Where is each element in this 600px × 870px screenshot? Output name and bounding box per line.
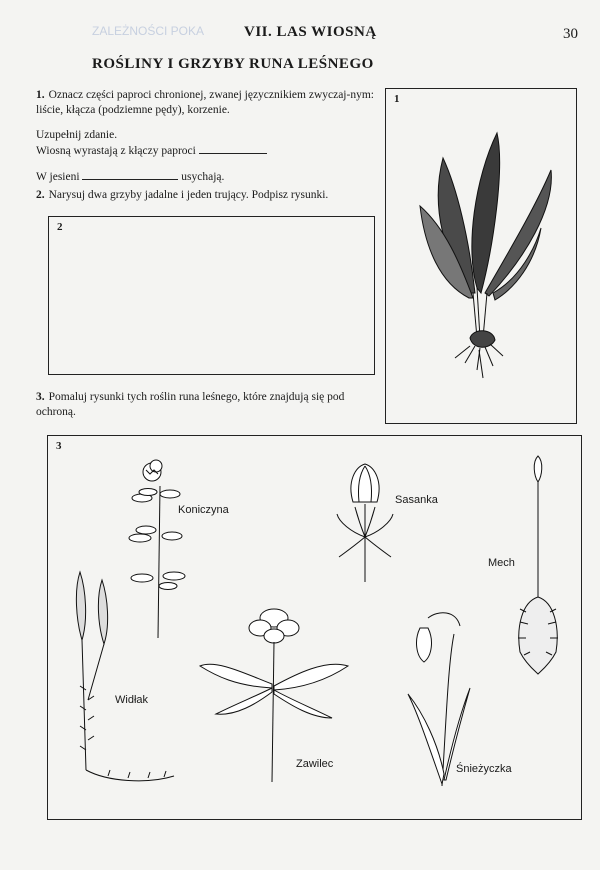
box-3-number: 3 [56,440,62,452]
zawilec-label: Zawilec [296,758,334,770]
task-3-number: 3. [36,391,45,403]
sniezyczka-label: Śnieżyczka [456,763,512,775]
chapter-title: VII. LAS WIOSNĄ [244,24,377,40]
koniczyna-label: Koniczyna [178,504,229,516]
task-2-instruction: Narysuj dwa grzyby jadalne i jeden trujący. Podpisz rysunki. [48,189,329,201]
moss-illustration [512,452,562,678]
task-2 [36,188,376,203]
section-title: ROŚLINY I GRZYBY RUNA LEŚNEGO [92,56,374,72]
clubmoss-illustration [68,570,180,790]
page-number: 30 [563,26,578,42]
task-1-complete-label: Uzupełnij zdanie. [36,129,118,141]
task-2-number: 2. [36,189,45,201]
task-1 [36,88,376,185]
bleed-through-header: ZALEŻNOŚCI POKA [92,24,205,38]
fern-illustration [385,88,575,422]
box-1-number: 1 [394,93,400,105]
task-1-sentence-1: Wiosną wyrastają z kłączy paproci [36,145,196,157]
task-1-answer-blank-1[interactable] [199,143,267,154]
box-2-number: 2 [57,221,63,233]
task-3 [36,390,386,420]
task-1-instruction: Oznacz części paproci chronionej, zwanej języcznikiem zwyczaj-nym: liście, kłącza (podziemne pędy), korzenie. [36,89,374,116]
task-1-answer-blank-2[interactable] [82,169,178,180]
widlak-label: Widłak [115,694,149,706]
pasqueflower-illustration [333,462,397,587]
task-3-instruction: Pomaluj rysunki tych roślin runa leśnego, które znajdują się pod ochroną. [36,391,345,418]
task-1-number: 1. [36,89,45,101]
mech-label: Mech [488,557,515,569]
task-1-sentence-2-end: usychają. [181,171,225,183]
anemone-illustration [196,604,352,784]
task-1-sentence-2-start: W jesieni [36,171,80,183]
snowdrop-illustration [398,604,474,788]
sasanka-label: Sasanka [395,494,438,506]
mushroom-drawing-area[interactable] [48,216,375,375]
